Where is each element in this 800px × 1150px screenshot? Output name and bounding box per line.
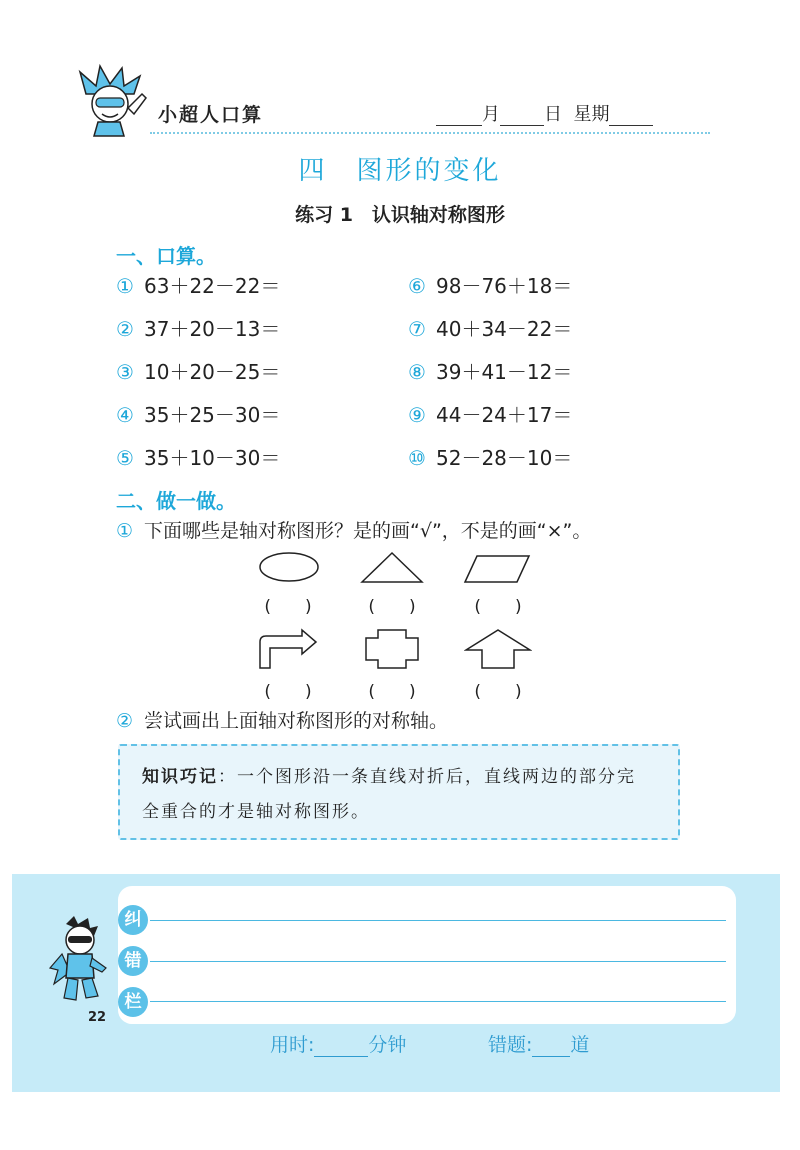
problem-expression: 35＋10－30＝	[144, 446, 281, 470]
day-blank[interactable]	[500, 107, 544, 126]
bent-arrow-shape-icon	[258, 628, 320, 670]
problem-7[interactable]	[408, 313, 572, 342]
chapter-title: 四 图形的变化	[298, 156, 502, 186]
problem-expression: 35＋25－30＝	[144, 403, 281, 427]
problem-10[interactable]	[408, 442, 572, 471]
problem-number: ④	[116, 403, 134, 427]
problem-expression: 37＋20－13＝	[144, 317, 281, 341]
time-unit: 分钟	[368, 1034, 407, 1056]
answer-parenthesis-2[interactable]: ( )	[368, 597, 416, 617]
answer-parenthesis-5[interactable]: ( )	[368, 682, 416, 702]
problem-number: ③	[116, 360, 134, 384]
problem-number: ⑩	[408, 446, 426, 470]
error-count-field	[488, 1030, 589, 1057]
time-label: 用时:	[270, 1034, 315, 1056]
question-number: ②	[116, 710, 134, 732]
error-blank[interactable]	[532, 1036, 570, 1057]
problem-expression: 10＋20－25＝	[144, 360, 281, 384]
time-spent-field	[270, 1030, 406, 1057]
problem-9[interactable]	[408, 399, 572, 428]
tip-text: ：一个图形沿一条直线对折后，直线两边的部分完全重合的才是轴对称图形。	[142, 767, 636, 822]
page-number: 22	[88, 1010, 107, 1025]
problem-number: ⑦	[408, 317, 426, 341]
time-blank[interactable]	[314, 1036, 368, 1057]
question-text: 下面哪些是轴对称图形？是的画“√”，不是的画“×”。	[144, 520, 592, 542]
correction-line-1[interactable]	[150, 920, 726, 921]
header-divider	[150, 132, 710, 134]
problem-8[interactable]	[408, 356, 572, 385]
tip-content	[142, 760, 654, 830]
problem-expression: 63＋22－22＝	[144, 274, 281, 298]
question-2	[116, 706, 448, 733]
weekday-label: 星期	[573, 104, 610, 125]
problem-1[interactable]	[116, 270, 280, 299]
problem-number: ⑤	[116, 446, 134, 470]
correction-char-2: 错	[118, 946, 148, 976]
cross-shape-icon	[364, 628, 420, 670]
lesson-title: 练习 1 认识轴对称图形	[295, 204, 505, 226]
answer-parenthesis-6[interactable]: ( )	[474, 682, 522, 702]
problem-number: ②	[116, 317, 134, 341]
section2-title: 二、做一做。	[116, 489, 236, 513]
problem-expression: 98－76＋18＝	[436, 274, 573, 298]
problem-number: ⑨	[408, 403, 426, 427]
error-unit: 道	[570, 1034, 590, 1056]
mascot-logo-icon	[78, 64, 158, 138]
month-blank[interactable]	[436, 107, 482, 126]
up-arrow-shape-icon	[464, 628, 532, 670]
triangle-shape-icon	[360, 550, 424, 584]
date-fields	[436, 100, 653, 126]
answer-parenthesis-4[interactable]: ( )	[264, 682, 312, 702]
correction-card	[118, 886, 736, 1024]
question-number: ①	[116, 520, 134, 542]
problem-4[interactable]	[116, 399, 280, 428]
problem-3[interactable]	[116, 356, 280, 385]
tip-label: 知识巧记	[142, 767, 218, 787]
parallelogram-shape-icon	[463, 554, 531, 584]
question-text: 尝试画出上面轴对称图形的对称轴。	[144, 710, 449, 732]
correction-line-2[interactable]	[150, 961, 726, 962]
answer-parenthesis-3[interactable]: ( )	[474, 597, 522, 617]
problem-2[interactable]	[116, 313, 280, 342]
question-1	[116, 516, 591, 543]
correction-line-3[interactable]	[150, 1001, 726, 1002]
problem-number: ①	[116, 274, 134, 298]
ellipse-shape-icon	[258, 551, 320, 583]
problem-6[interactable]	[408, 270, 572, 299]
knowledge-tip-box	[118, 744, 680, 840]
problem-5[interactable]	[116, 442, 280, 471]
answer-parenthesis-1[interactable]: ( )	[264, 597, 312, 617]
problem-expression: 40＋34－22＝	[436, 317, 573, 341]
month-label: 月	[482, 104, 500, 125]
section1-title: 一、口算。	[116, 244, 216, 268]
day-label: 日	[544, 104, 562, 125]
superhero-mascot-icon	[44, 914, 114, 1010]
problem-expression: 44－24＋17＝	[436, 403, 573, 427]
brand-title: 小超人口算	[158, 104, 264, 126]
problem-expression: 39＋41－12＝	[436, 360, 573, 384]
problem-number: ⑧	[408, 360, 426, 384]
problem-number: ⑥	[408, 274, 426, 298]
correction-char-3: 栏	[118, 987, 148, 1017]
problem-expression: 52－28－10＝	[436, 446, 573, 470]
correction-char-1: 纠	[118, 905, 148, 935]
weekday-blank[interactable]	[609, 107, 653, 126]
error-label: 错题:	[488, 1034, 533, 1056]
